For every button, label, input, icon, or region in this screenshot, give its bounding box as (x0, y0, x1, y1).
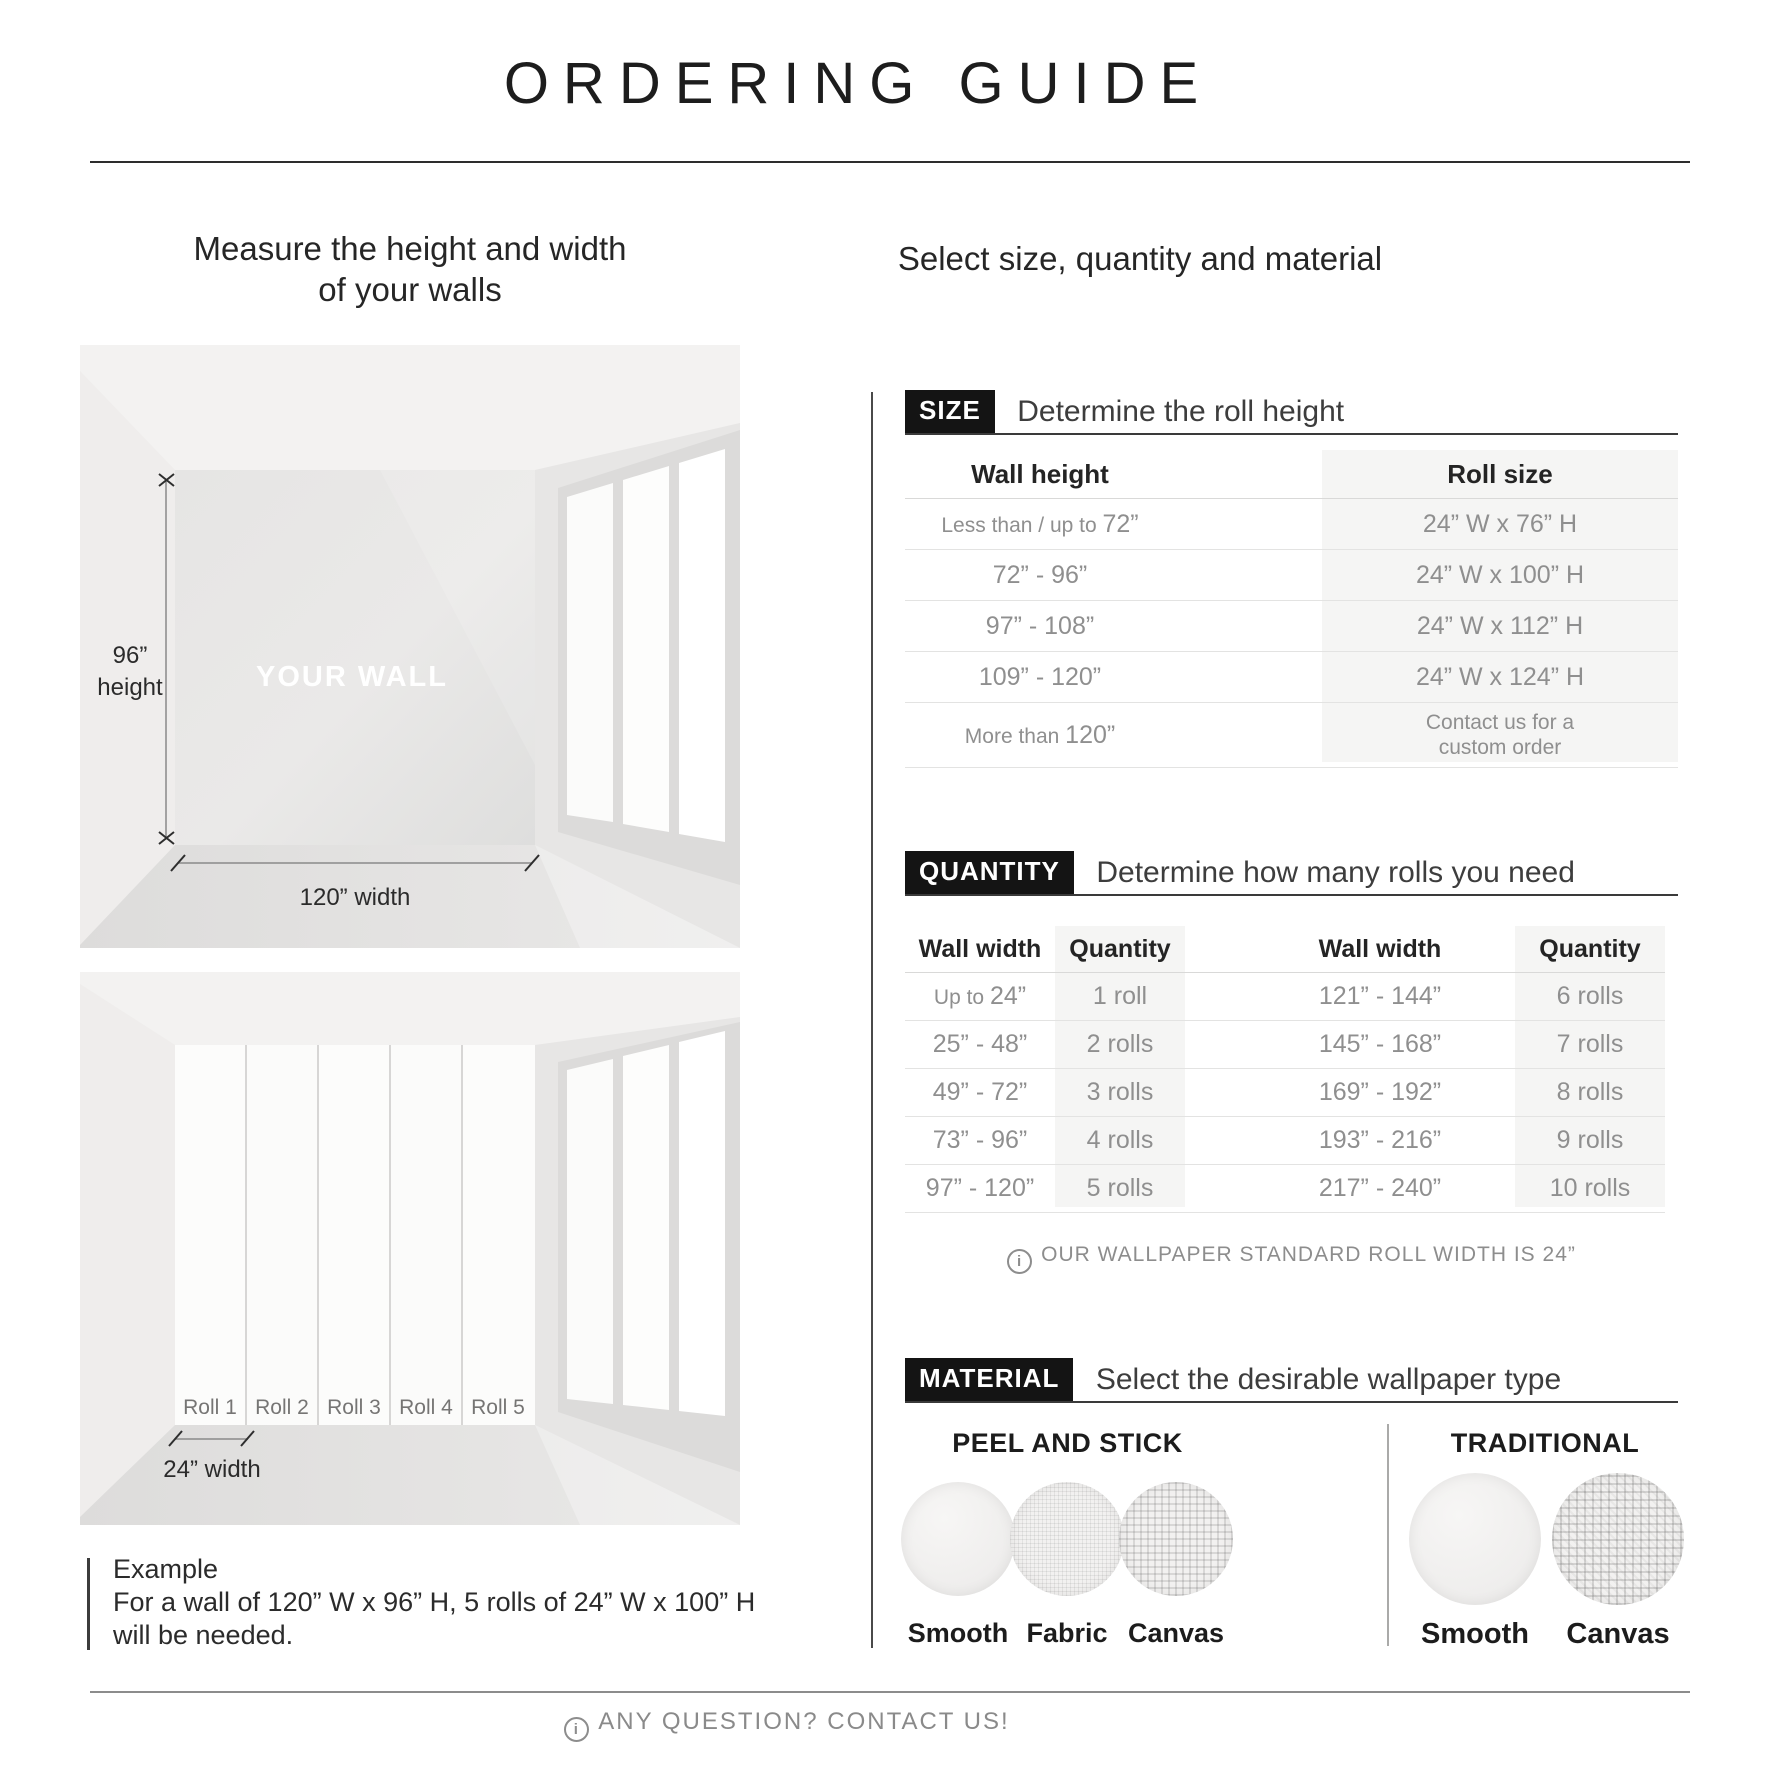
quantity-cell: 2 rolls (1086, 1030, 1154, 1058)
wall-height-cell: More than 120” (964, 720, 1116, 749)
material-group-traditional: TRADITIONAL (1450, 1428, 1640, 1458)
room-diagram-rolls (80, 972, 740, 1525)
wall-height-cell: 72” - 96” (992, 560, 1088, 589)
swatch-label: Canvas (1566, 1618, 1670, 1650)
example-line1: For a wall of 120” W x 96” H, 5 rolls of 24” W x 100” H (113, 1587, 756, 1617)
quantity-cell: 10 rolls (1549, 1174, 1631, 1202)
quantity-badge: QUANTITY (905, 851, 1074, 894)
example-note (113, 1553, 755, 1652)
quantity-cell: 4 rolls (1086, 1126, 1154, 1154)
quantity-cell: 3 rolls (1086, 1078, 1154, 1106)
roll-size-cell: 24” W x 100” H (1415, 560, 1585, 589)
roll-panel-label: Roll 1 (183, 1396, 237, 1419)
quantity-section-header (905, 851, 1575, 894)
swatch-smooth-icon (1409, 1473, 1541, 1605)
your-wall-label: YOUR WALL (256, 661, 448, 693)
column-divider (871, 392, 873, 1648)
quantity-row (905, 1069, 1665, 1117)
quantity-cell: 7 rolls (1556, 1030, 1624, 1058)
size-section-header (905, 390, 1344, 433)
wall-width-cell: 145” - 168” (1318, 1030, 1442, 1058)
wall-width-cell: 49” - 72” (932, 1078, 1028, 1106)
quantity-cell: 1 roll (1092, 982, 1148, 1010)
wall-width-cell: 73” - 96” (932, 1126, 1028, 1154)
contact-note: iANY QUESTION? CONTACT US! (87, 1708, 1487, 1742)
roll-panel-label: Roll 3 (327, 1396, 381, 1419)
roll-panel-2 (247, 1045, 317, 1425)
roll-panel-4 (391, 1045, 461, 1425)
wall-height-value: 96” (112, 642, 148, 669)
size-row (905, 703, 1678, 768)
measure-heading-line1: Measure the height and width (193, 230, 627, 267)
roll-size-header: Roll size (1447, 458, 1553, 489)
material-section-header (905, 1358, 1561, 1401)
wall-width-cell: 193” - 216” (1318, 1126, 1442, 1154)
size-underline (905, 433, 1678, 435)
roll-panel-5 (463, 1045, 535, 1425)
swatch-canvas-icon (1552, 1473, 1684, 1605)
measure-heading (80, 228, 740, 310)
wall-width-cell: 169” - 192” (1318, 1078, 1442, 1106)
quantity-cell: 8 rolls (1556, 1078, 1624, 1106)
quantity-table (905, 926, 1665, 1213)
material-subtitle: Select the desirable wallpaper type (1095, 1362, 1562, 1396)
quantity-cell: 5 rolls (1086, 1174, 1154, 1202)
roll-panel-label: Roll 5 (471, 1396, 525, 1419)
quantity-cell: 6 rolls (1556, 982, 1624, 1010)
wall-width-cell: 25” - 48” (932, 1030, 1028, 1058)
size-row (905, 499, 1678, 550)
select-heading: Select size, quantity and material (897, 240, 1383, 277)
room-diagram-measure (80, 345, 740, 948)
wall-width-cell: Up to 24” (933, 982, 1027, 1010)
top-divider (90, 161, 1690, 163)
material-badge: MATERIAL (905, 1358, 1073, 1401)
roll-size-cell: Contact us for a custom order (1425, 711, 1575, 759)
quantity-header: Quantity (1539, 934, 1641, 963)
window-pane (623, 1045, 669, 1410)
swatch-fabric-icon (1010, 1482, 1124, 1596)
size-subtitle: Determine the roll height (1017, 394, 1345, 428)
size-row (905, 550, 1678, 601)
size-badge: SIZE (905, 390, 995, 433)
roll-panel-3 (319, 1045, 389, 1425)
quantity-row (905, 973, 1665, 1021)
wall-width-header: Wall width (1318, 934, 1442, 963)
info-icon (1007, 1249, 1032, 1274)
wall-width-cell: 121” - 144” (1318, 982, 1442, 1010)
wall-width-header: Wall width (918, 934, 1042, 963)
wall-height-cell: 97” - 108” (985, 611, 1095, 640)
swatch-label: Canvas (1127, 1618, 1225, 1648)
roll-width-note: iOUR WALLPAPER STANDARD ROLL WIDTH IS 24” (905, 1243, 1678, 1274)
wall-width-cell: 97” - 120” (925, 1174, 1035, 1202)
page-title: ORDERING GUIDE (503, 51, 1213, 116)
swatch-label: Fabric (1026, 1618, 1108, 1648)
window-pane (567, 483, 613, 822)
material-group-divider (1387, 1424, 1389, 1646)
material-underline (905, 1401, 1678, 1403)
roll-panel-1 (175, 1045, 245, 1425)
roll-panel-label: Roll 4 (399, 1396, 453, 1419)
material-group-peel-and-stick: PEEL AND STICK (952, 1428, 1183, 1458)
roll-panel-label: Roll 2 (255, 1396, 309, 1419)
example-line2: will be needed. (113, 1620, 294, 1650)
wall-height-cell: Less than / up to 72” (941, 509, 1139, 538)
size-table-header-row (905, 450, 1678, 499)
quantity-subtitle: Determine how many rolls you need (1096, 855, 1575, 889)
wall-height-word: height (97, 674, 163, 701)
quantity-row (905, 1021, 1665, 1069)
roll-width-label: 24” width (163, 1456, 261, 1483)
swatch-label: Smooth (907, 1618, 1009, 1648)
window-pane (679, 449, 725, 842)
example-heading: Example (113, 1554, 219, 1584)
quantity-header: Quantity (1069, 934, 1171, 963)
window-pane (623, 466, 669, 832)
roll-size-cell: 24” W x 124” H (1415, 662, 1585, 691)
example-accent-bar (87, 1558, 90, 1650)
measure-heading-line2: of your walls (318, 271, 502, 308)
footer-divider (90, 1691, 1690, 1693)
size-table (905, 450, 1678, 768)
wall-height-cell: 109” - 120” (978, 662, 1102, 691)
quantity-cell: 9 rolls (1556, 1126, 1624, 1154)
quantity-table-header-row (905, 926, 1665, 973)
roll-size-cell: 24” W x 112” H (1416, 611, 1584, 640)
wall-width-cell: 217” - 240” (1318, 1174, 1442, 1202)
swatch-smooth-icon (901, 1482, 1015, 1596)
roll-size-cell: 24” W x 76” H (1422, 509, 1578, 538)
size-row (905, 652, 1678, 703)
room2-left-wall (80, 984, 175, 1517)
window-pane (567, 1059, 613, 1404)
quantity-row (905, 1117, 1665, 1165)
swatch-label: Smooth (1421, 1618, 1529, 1650)
quantity-underline (905, 894, 1678, 896)
wall-height-header: Wall height (971, 458, 1109, 489)
quantity-row (905, 1165, 1665, 1213)
size-row (905, 601, 1678, 652)
wall-width-label: 120” width (299, 884, 411, 911)
swatch-canvas-icon (1119, 1482, 1233, 1596)
window-pane (679, 1031, 725, 1416)
info-icon (564, 1717, 589, 1742)
